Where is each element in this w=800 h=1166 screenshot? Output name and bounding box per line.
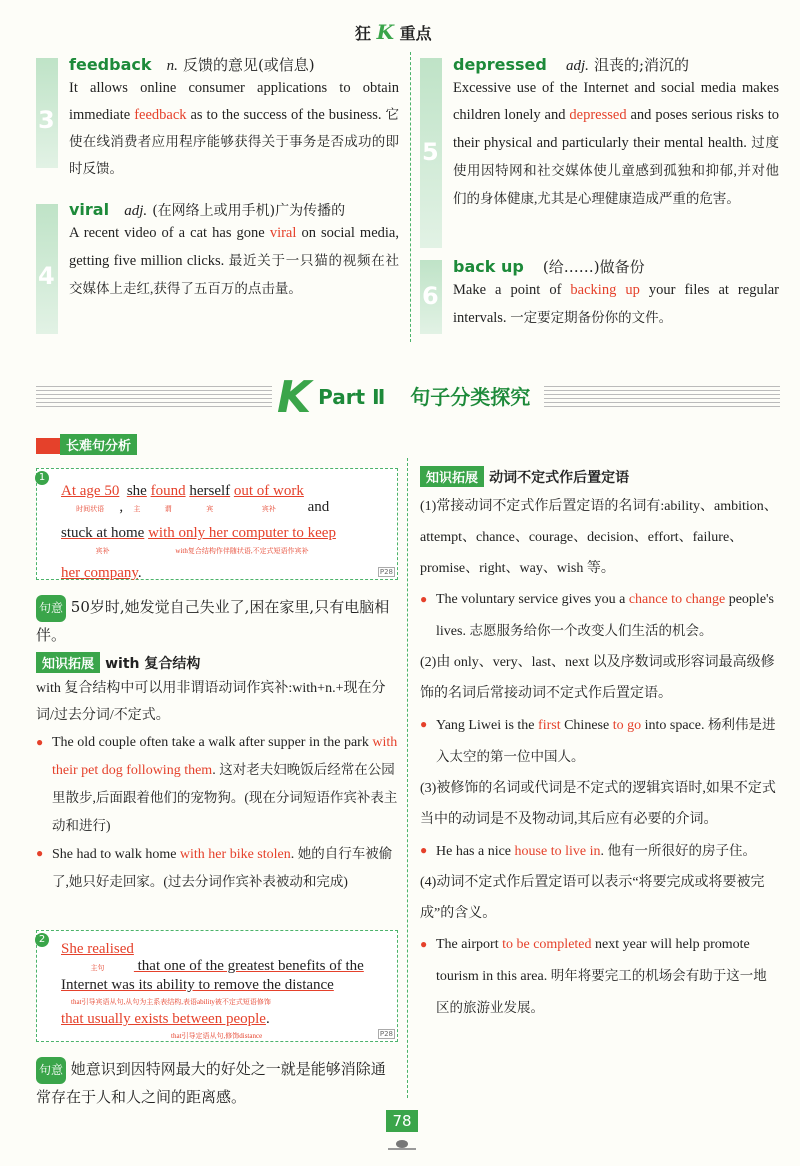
vocab-word: depressed [453,55,547,74]
translation: 句意 她意识到因特网最大的好处之一就是能够消除通常存在于人和人之间的距离感。 [36,1056,398,1111]
header-prefix: 狂 [355,24,372,43]
page-ref-badge: P28 [379,1030,393,1038]
knowledge-expansion-infinitive: 知识拓展 动词不定式作后置定语 (1)常接动词不定式作后置定语的名词有:ability、ambition、attempt、chance、courage、decision、effort、failure、promise、right、way、wish 等。 ● The voluntary service gives you a chance to change people's lives. 志愿服务给你一个改变人们生活的机会。 (2)由 only、very、last、next 以及序数词或形容词最高级修饰的名词后常接动词不定式作后置定语。 ● Yang Liwei is the first Chinese to go into space. 杨利伟是进入太空的第一位中国人。 (3)被修饰的名词或代词是不定式的逻辑宾语时,如果不定式当中的动词是不及物动词,其后应有必要的介词。 ● He has a nice house to live in. 他有一所很好的房子住。 (4)动词不定式作后置定语可以表示“将要完成或将要被完成”的含义。 ● The airport to be completed next year will help promote tourism in this area. 明年将要完工的机场会有助于这一地区的旅游业发展。 [420,466,780,1024]
running-header [355,20,432,44]
part-label: Part Ⅱ [318,385,386,409]
vocab-entry-viral: viral adj. (在网络上或用手机)广为传播的 A recent video of a cat has gone viral on social media, getting five million clicks. 最近关于一只猫的视频在社交媒体上走红,获得了五百万的点击量。 [69,200,399,303]
entry-number-bar: 3 [36,58,58,168]
example-with-2: ● She had to walk home with her bike stolen. 她的自行车被偷了,她只好走回家。(过去分词作宾补表被动和完成) [36,846,393,889]
sentence-analysis-box: 2 She realised 主句 that one of the greatest benefits of the Internet was its ability to remove the distance that引导宾语从句,从句为主系表结构,表语ability被不定式短语修饰 that usually exists between people. that引导定语从句,修饰distance P28 [36,930,398,1042]
vocab-entry-back-up: back up (给……)做备份 Make a point of backing up your files at regular intervals. 一定要定期备份你的文件。 [453,256,779,332]
column-divider [410,52,411,342]
entry-number-bar: 4 [36,204,58,334]
example-infinitive-4: ● The airport to be completed next year will help promote tourism in this area. 明年将要完工的机场会有助于这一地区的旅游业发展。 [420,937,767,1015]
part-title: 句子分类探究 [410,385,531,409]
page-number: 78 [386,1110,418,1132]
example-infinitive-2: ● Yang Liwei is the first Chinese to go into space. 杨利伟是进入太空的第一位中国人。 [420,717,776,764]
part-header [277,372,530,423]
example-infinitive-1: ● The voluntary service gives you a chance to change people's lives. 志愿服务给你一个改变人们生活的机会。 [420,592,775,639]
sentence-analysis-box: 1 At age 50 时间状语 , she 主 found 谓 herself 宾 out of work 宾补 and stuck at home 宾补 with only her computer to keep with复合结构作伴随状语,不定式短语作宾补 her company. P28 [36,468,398,580]
example-sentence: Excessive use of the Internet and social media makes children lonely and depressed and poses serious risks to their physical and particularly their mental health. 过度使用因特网和社交媒体使儿童感到孤独和抑郁,并对他们的身体健康,尤其是心理健康造成严重的危害。 [453,80,779,206]
example-infinitive-3: ● He has a nice house to live in. 他有一所很好的房子住。 [420,843,756,859]
example-sentence: It allows online consumer applications to obtain immediate feedback as to the success of the business. 它使在线消费者应用程序能够获得关于事务是否成功的即时反馈。 [69,80,399,177]
vocab-word: feedback [69,55,152,74]
vocab-entry-feedback: feedback n. 反馈的意见(或信息) It allows online consumer applications to obtain immediate feedback as to the success of the business. 它使在线消费者应用程序能够获得关于事务是否成功的即时反馈。 [69,54,399,183]
header-k-logo: K [376,20,394,44]
part-k-logo: K [277,372,312,423]
dotted-rule-right [544,386,780,410]
entry-number-bar: 6 [420,260,442,334]
column-divider [407,458,408,1098]
header-title: 重点 [399,24,432,43]
knowledge-expansion-with: 知识拓展 with 复合结构 with 复合结构中可以用非谓语动词作宾补:with+n.+现在分词/过去分词/不定式。 ● The old couple often take a walk after supper in the park with their pet dog following them. 这对老夫妇晚饭后经常在公园里散步,后面跟着他们的宠物狗。(现在分词短语作宾补表主动和进行) ● She had to walk home with her bike stolen. 她的自行车被偷了,她只好走回家。(过去分词作宾补表被动和完成) [36,652,398,896]
dotted-rule-left [36,386,272,410]
example-sentence: A recent video of a cat has gone viral on social media, getting five million clicks. 最近关于一只猫的视频在社交媒体上走红,获得了五百万的点击量。 [69,225,400,296]
example-sentence: Make a point of backing up your files at regular intervals. 一定要定期备份你的文件。 [453,282,779,326]
vocab-word: viral [69,200,110,219]
section-tag-long-sentence: 长难句分析 [36,434,137,455]
vocab-word: back up [453,257,524,276]
page-ref-badge: P28 [379,568,393,576]
example-with-1: ● The old couple often take a walk after supper in the park with their pet dog following them. 这对老夫妇晚饭后经常在公园里散步,后面跟着他们的宠物狗。(现在分词短语作宾补表主动和进行) [36,735,398,833]
translation: 句意 50岁时,她发觉自己失业了,困在家里,只有电脑相伴。 [36,594,398,649]
page-ornament-icon [374,1138,430,1154]
entry-number-bar: 5 [420,58,442,248]
book-icon [36,438,60,454]
vocab-entry-depressed: depressed adj. 沮丧的;消沉的 Excessive use of the Internet and social media makes children lonely and depressed and poses serious risks to their physical and particularly their mental health. 过度使用因特网和社交媒体使儿童感到孤独和抑郁,并对他们的身体健康,尤其是心理健康造成严重的危害。 [453,54,779,213]
